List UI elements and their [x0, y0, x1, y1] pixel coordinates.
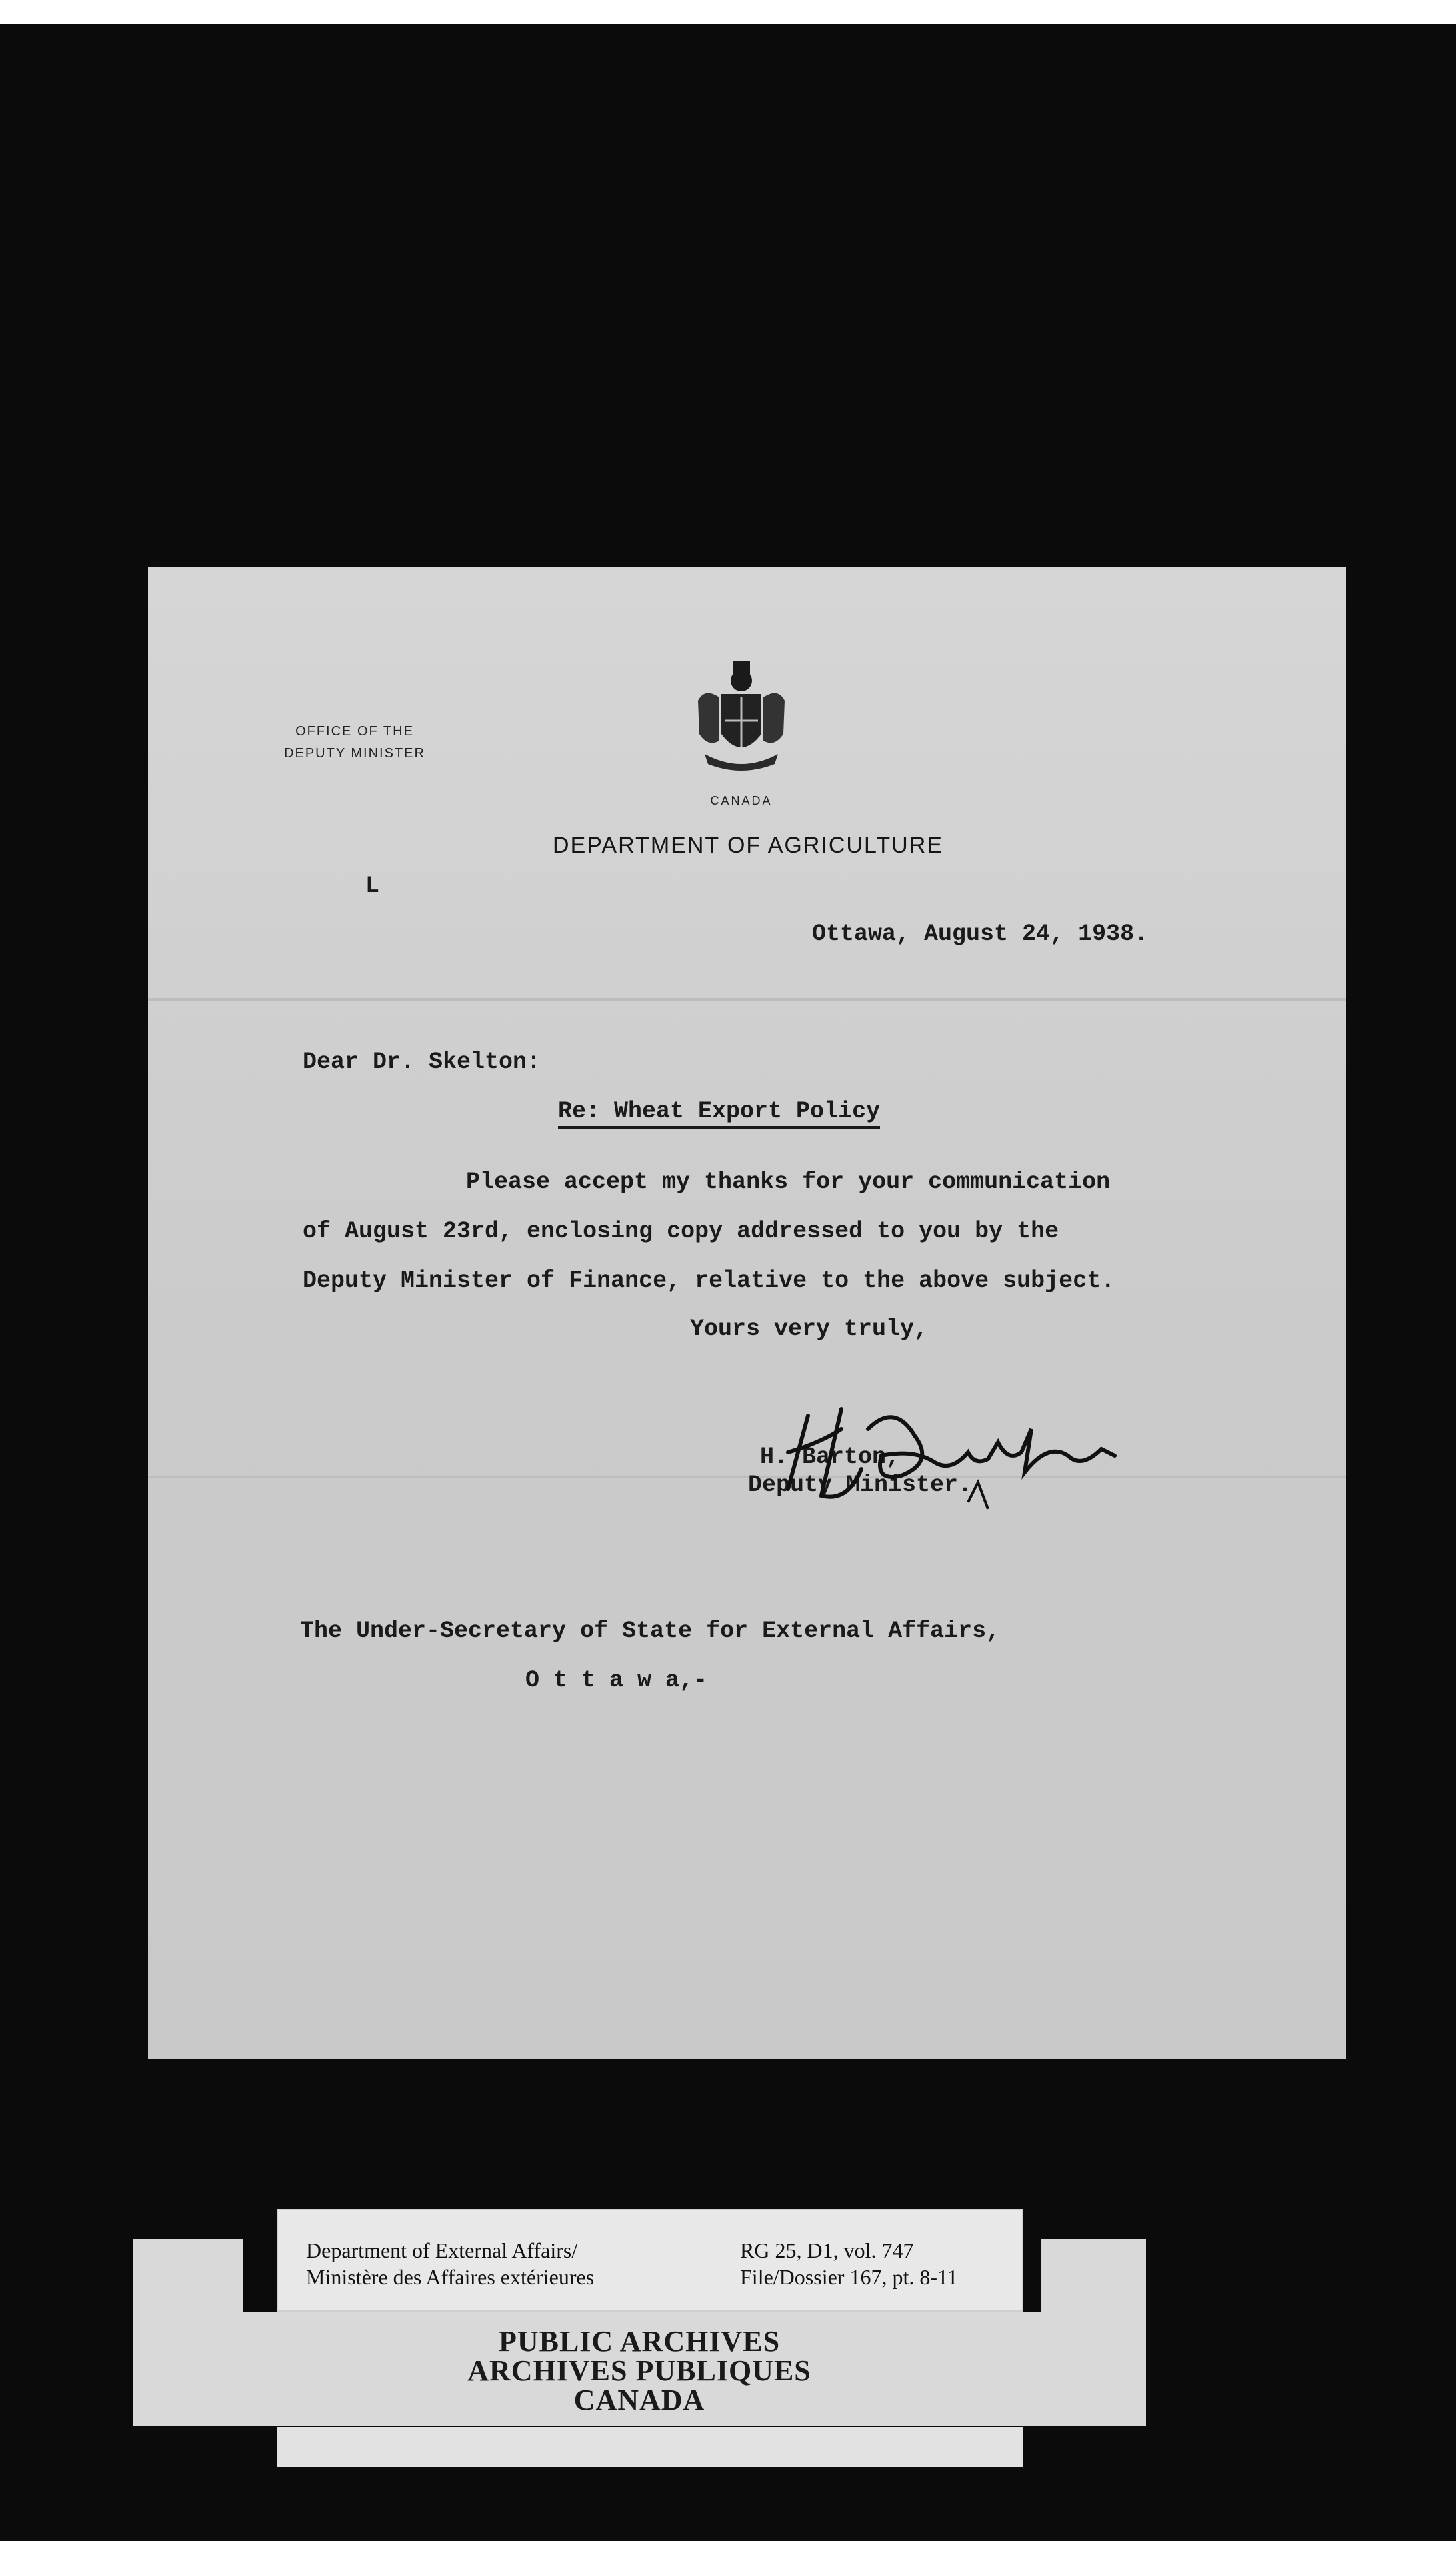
signer-title: Deputy Minister.: [748, 1472, 973, 1498]
coat-of-arms-icon: [691, 661, 791, 774]
letter-page: [148, 567, 1346, 2059]
subject-line: Re: Wheat Export Policy: [558, 1098, 880, 1129]
fold-line: [148, 998, 1346, 1001]
reference-volume: RG 25, D1, vol. 747: [740, 2238, 914, 2262]
department-en: Department of External Affairs/: [306, 2238, 578, 2262]
body-line: of August 23rd, enclosing copy addressed to you by the: [303, 1218, 1059, 1245]
stamp-line-1: PUBLIC ARCHIVES: [498, 2325, 781, 2358]
reference-file: File/Dossier 167, pt. 8-11: [740, 2265, 958, 2289]
closing: Yours very truly,: [690, 1316, 929, 1342]
signer-name: H. Barton,: [760, 1444, 901, 1470]
fold-line: [148, 1476, 1346, 1478]
stamp-line-3: CANADA: [573, 2384, 705, 2416]
department-fr: Ministère des Affaires extérieures: [306, 2265, 595, 2289]
handwritten-signature: [768, 1389, 1128, 1522]
crest-caption: CANADA: [710, 794, 773, 807]
label-strip: [277, 2427, 1023, 2467]
dateline: Ottawa, August 24, 1938.: [812, 921, 1149, 947]
office-line-1: OFFICE OF THE: [295, 724, 414, 739]
department-name: DEPARTMENT OF AGRICULTURE: [553, 833, 943, 858]
addressee-line-1: The Under-Secretary of State for External Affairs,: [300, 1618, 1001, 1644]
body-line: Please accept my thanks for your communication: [466, 1169, 1111, 1195]
reference-mark: L: [365, 873, 380, 899]
addressee-line-2: O t t a w a,-: [525, 1667, 708, 1694]
archive-reference-label: [277, 2209, 1023, 2312]
body-line: Deputy Minister of Finance, relative to the above subject.: [303, 1267, 1115, 1294]
stamp-line-2: ARCHIVES PUBLIQUES: [467, 2354, 811, 2387]
office-line-2: DEPUTY MINISTER: [284, 746, 425, 761]
salutation: Dear Dr. Skelton:: [303, 1049, 541, 1075]
